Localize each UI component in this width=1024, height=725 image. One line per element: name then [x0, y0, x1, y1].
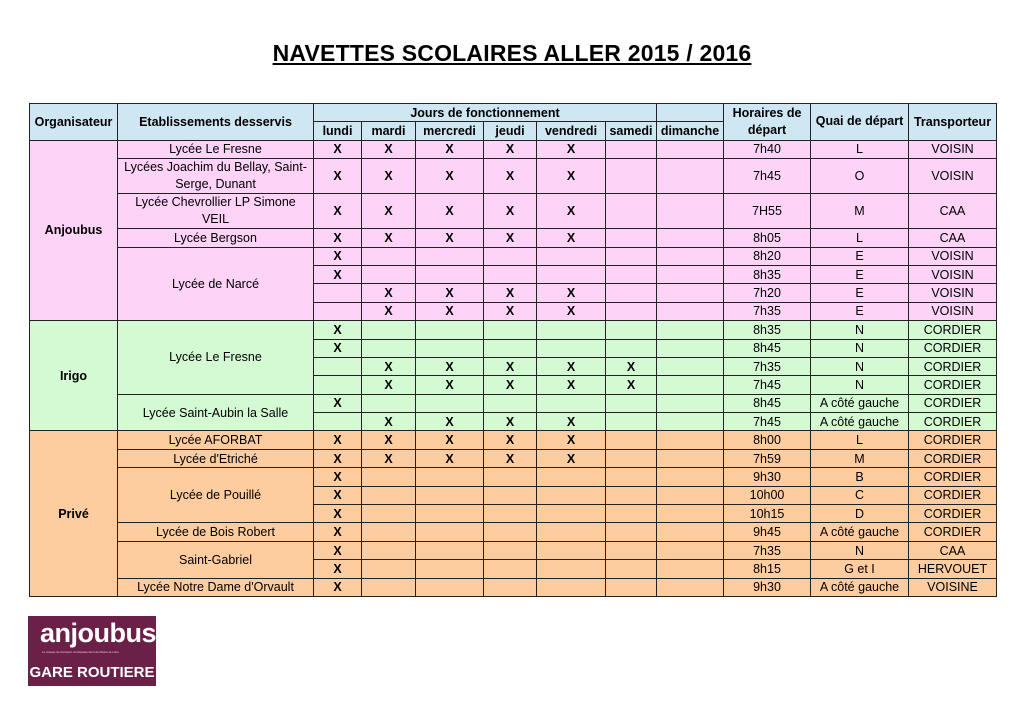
time-cell: 9h30 — [724, 468, 811, 486]
day-cell: X — [484, 449, 537, 467]
day-cell — [606, 265, 657, 283]
quai-cell: A côté gauche — [811, 578, 909, 596]
day-cell — [606, 413, 657, 431]
day-cell — [484, 541, 537, 559]
day-cell — [362, 486, 416, 504]
day-cell — [362, 468, 416, 486]
time-cell: 7h35 — [724, 302, 811, 320]
day-cell — [416, 578, 484, 596]
day-cell — [657, 486, 724, 504]
table-row — [30, 431, 997, 449]
time-cell: 7h35 — [724, 541, 811, 559]
day-cell — [657, 449, 724, 467]
day-cell: X — [314, 449, 362, 467]
quai-cell: L — [811, 140, 909, 158]
quai-cell: L — [811, 229, 909, 247]
day-cell — [657, 578, 724, 596]
day-cell: X — [416, 159, 484, 194]
day-cell: X — [537, 229, 606, 247]
day-cell — [362, 247, 416, 265]
day-cell — [606, 284, 657, 302]
quai-cell: E — [811, 265, 909, 283]
school-cell: Lycée Saint-Aubin la Salle — [118, 394, 314, 431]
day-cell — [537, 321, 606, 339]
day-cell — [606, 321, 657, 339]
day-cell — [537, 486, 606, 504]
day-cell — [416, 321, 484, 339]
day-cell: X — [416, 413, 484, 431]
day-cell: X — [416, 431, 484, 449]
time-cell: 8h35 — [724, 265, 811, 283]
day-cell — [606, 560, 657, 578]
day-cell: X — [537, 159, 606, 194]
transporteur-cell: CORDIER — [909, 431, 997, 449]
day-cell: X — [314, 247, 362, 265]
day-cell — [362, 541, 416, 559]
day-cell — [657, 265, 724, 283]
day-cell — [362, 505, 416, 523]
school-cell: Lycée Notre Dame d'Orvault — [118, 578, 314, 596]
day-cell — [537, 578, 606, 596]
day-cell — [362, 560, 416, 578]
header-jours: Jours de fonctionnement — [314, 104, 657, 122]
day-cell — [657, 339, 724, 357]
transporteur-cell: CORDIER — [909, 523, 997, 541]
school-cell: Lycée AFORBAT — [118, 431, 314, 449]
time-cell: 7h45 — [724, 376, 811, 394]
day-cell — [657, 321, 724, 339]
transporteur-cell: VOISIN — [909, 140, 997, 158]
transporteur-cell: VOISIN — [909, 265, 997, 283]
day-cell — [657, 194, 724, 229]
day-cell: X — [606, 357, 657, 375]
transporteur-cell: VOISINE — [909, 578, 997, 596]
time-cell: 10h15 — [724, 505, 811, 523]
day-cell — [657, 431, 724, 449]
day-cell — [416, 486, 484, 504]
day-cell — [657, 376, 724, 394]
day-cell — [416, 523, 484, 541]
day-cell: X — [416, 449, 484, 467]
day-cell: X — [362, 449, 416, 467]
day-cell — [484, 321, 537, 339]
day-cell — [484, 560, 537, 578]
table-body — [30, 140, 997, 596]
day-cell: X — [314, 505, 362, 523]
transporteur-cell: CORDIER — [909, 449, 997, 467]
transporteur-cell: CORDIER — [909, 468, 997, 486]
day-cell — [606, 449, 657, 467]
time-cell: 9h45 — [724, 523, 811, 541]
quai-cell: N — [811, 357, 909, 375]
day-cell — [484, 265, 537, 283]
day-cell — [606, 159, 657, 194]
time-cell: 7h40 — [724, 140, 811, 158]
transporteur-cell: CAA — [909, 194, 997, 229]
day-cell — [416, 394, 484, 412]
time-cell: 7h59 — [724, 449, 811, 467]
day-cell: X — [314, 431, 362, 449]
day-cell: X — [416, 357, 484, 375]
day-cell: X — [606, 376, 657, 394]
header-day-mardi: mardi — [362, 122, 416, 140]
day-cell: X — [314, 265, 362, 283]
day-cell — [416, 265, 484, 283]
day-cell: X — [314, 394, 362, 412]
page-title: NAVETTES SCOLAIRES ALLER 2015 / 2016 — [272, 40, 752, 66]
school-cell: Lycée de Bois Robert — [118, 523, 314, 541]
day-cell: X — [314, 560, 362, 578]
day-cell — [484, 486, 537, 504]
day-cell — [314, 284, 362, 302]
day-cell: X — [537, 357, 606, 375]
table-row — [30, 449, 997, 467]
day-cell — [537, 339, 606, 357]
day-cell: X — [416, 284, 484, 302]
header-etablissements: Etablissements desservis — [118, 104, 314, 141]
quai-cell: N — [811, 321, 909, 339]
quai-cell: N — [811, 376, 909, 394]
time-cell: 8h00 — [724, 431, 811, 449]
day-cell — [362, 265, 416, 283]
day-cell — [484, 468, 537, 486]
day-cell — [484, 394, 537, 412]
anjoubus-logo — [28, 616, 156, 686]
quai-cell: A côté gauche — [811, 413, 909, 431]
day-cell: X — [314, 159, 362, 194]
day-cell: X — [537, 413, 606, 431]
day-cell — [606, 247, 657, 265]
table-row — [30, 321, 997, 339]
transporteur-cell: CORDIER — [909, 394, 997, 412]
day-cell — [657, 159, 724, 194]
day-cell — [416, 247, 484, 265]
school-cell: Lycée de Pouillé — [118, 468, 314, 523]
day-cell: X — [484, 194, 537, 229]
table-row — [30, 523, 997, 541]
time-cell: 7h20 — [724, 284, 811, 302]
day-cell — [606, 541, 657, 559]
day-cell: X — [537, 431, 606, 449]
quai-cell: M — [811, 194, 909, 229]
day-cell: X — [314, 229, 362, 247]
quai-cell: L — [811, 431, 909, 449]
day-cell: X — [484, 229, 537, 247]
day-cell: X — [362, 376, 416, 394]
day-cell: X — [416, 376, 484, 394]
table-row — [30, 194, 997, 229]
day-cell: X — [362, 357, 416, 375]
day-cell — [606, 468, 657, 486]
table-row — [30, 229, 997, 247]
day-cell — [362, 578, 416, 596]
day-cell — [416, 339, 484, 357]
quai-cell: M — [811, 449, 909, 467]
day-cell — [606, 431, 657, 449]
day-cell — [416, 505, 484, 523]
header-day-samedi: samedi — [606, 122, 657, 140]
transporteur-cell: CORDIER — [909, 321, 997, 339]
day-cell — [657, 394, 724, 412]
day-cell: X — [314, 486, 362, 504]
day-cell — [537, 247, 606, 265]
school-cell: Lycée Le Fresne — [118, 140, 314, 158]
transporteur-cell: CORDIER — [909, 339, 997, 357]
transporteur-cell: CORDIER — [909, 376, 997, 394]
time-cell: 7h45 — [724, 413, 811, 431]
day-cell — [606, 194, 657, 229]
time-cell: 7H55 — [724, 194, 811, 229]
transporteur-cell: HERVOUET — [909, 560, 997, 578]
transporteur-cell: CORDIER — [909, 413, 997, 431]
day-cell: X — [416, 140, 484, 158]
day-cell — [606, 140, 657, 158]
day-cell: X — [537, 449, 606, 467]
school-cell: Lycée Bergson — [118, 229, 314, 247]
day-cell — [537, 560, 606, 578]
day-cell: X — [484, 431, 537, 449]
quai-cell: B — [811, 468, 909, 486]
day-cell — [657, 302, 724, 320]
day-cell: X — [314, 578, 362, 596]
transporteur-cell: CAA — [909, 541, 997, 559]
day-cell — [314, 357, 362, 375]
day-cell — [657, 357, 724, 375]
day-cell: X — [362, 229, 416, 247]
quai-cell: A côté gauche — [811, 523, 909, 541]
day-cell: X — [362, 159, 416, 194]
day-cell — [606, 505, 657, 523]
quai-cell: N — [811, 339, 909, 357]
header-day-mercredi: mercredi — [416, 122, 484, 140]
day-cell: X — [362, 284, 416, 302]
school-cell: Lycées Joachim du Bellay, Saint-Serge, Dunant — [118, 159, 314, 194]
day-cell — [537, 265, 606, 283]
header-organisateur: Organisateur — [30, 104, 118, 141]
quai-cell: A côté gauche — [811, 394, 909, 412]
day-cell — [484, 523, 537, 541]
time-cell: 8h35 — [724, 321, 811, 339]
day-cell — [606, 486, 657, 504]
day-cell — [606, 229, 657, 247]
day-cell: X — [314, 194, 362, 229]
day-cell: X — [484, 159, 537, 194]
day-cell: X — [314, 140, 362, 158]
school-cell: Saint-Gabriel — [118, 541, 314, 578]
transporteur-cell: VOISIN — [909, 159, 997, 194]
quai-cell: E — [811, 302, 909, 320]
day-cell: X — [362, 302, 416, 320]
time-cell: 8h45 — [724, 339, 811, 357]
schedule-table — [29, 103, 997, 597]
transporteur-cell: CAA — [909, 229, 997, 247]
header-day-jeudi: jeudi — [484, 122, 537, 140]
table-header — [30, 104, 997, 141]
day-cell — [606, 302, 657, 320]
day-cell — [657, 560, 724, 578]
day-cell: X — [537, 194, 606, 229]
day-cell — [362, 394, 416, 412]
day-cell — [416, 541, 484, 559]
day-cell — [362, 321, 416, 339]
transporteur-cell: VOISIN — [909, 284, 997, 302]
school-cell: Lycée Le Fresne — [118, 321, 314, 395]
organisateur-cell: Irigo — [30, 321, 118, 431]
school-cell: Lycée Chevrollier LP Simone VEIL — [118, 194, 314, 229]
header-quai: Quai de départ — [811, 104, 909, 141]
day-cell — [657, 247, 724, 265]
day-cell: X — [416, 194, 484, 229]
day-cell: X — [314, 339, 362, 357]
transporteur-cell: VOISIN — [909, 302, 997, 320]
day-cell — [657, 541, 724, 559]
table-row — [30, 247, 997, 265]
quai-cell: N — [811, 541, 909, 559]
day-cell: X — [314, 468, 362, 486]
day-cell: X — [362, 431, 416, 449]
day-cell — [537, 505, 606, 523]
day-cell — [416, 560, 484, 578]
transporteur-cell: CORDIER — [909, 357, 997, 375]
logo-brand: anjoubus — [40, 618, 156, 648]
day-cell — [484, 339, 537, 357]
day-cell: X — [537, 376, 606, 394]
day-cell — [362, 339, 416, 357]
day-cell — [657, 413, 724, 431]
day-cell — [537, 541, 606, 559]
time-cell: 8h20 — [724, 247, 811, 265]
day-cell: X — [484, 376, 537, 394]
quai-cell: E — [811, 247, 909, 265]
transporteur-cell: CORDIER — [909, 486, 997, 504]
school-cell: Lycée de Narcé — [118, 247, 314, 321]
time-cell: 8h05 — [724, 229, 811, 247]
day-cell: X — [362, 413, 416, 431]
quai-cell: D — [811, 505, 909, 523]
day-cell: X — [484, 284, 537, 302]
quai-cell: O — [811, 159, 909, 194]
day-cell: X — [362, 194, 416, 229]
day-cell: X — [484, 302, 537, 320]
transporteur-cell: VOISIN — [909, 247, 997, 265]
transporteur-cell: CORDIER — [909, 505, 997, 523]
table-row — [30, 578, 997, 596]
logo-tagline: Le réseau de transport du Département de Maine-et-Loire — [42, 650, 119, 654]
day-cell — [657, 505, 724, 523]
day-cell: X — [314, 541, 362, 559]
day-cell: X — [484, 140, 537, 158]
time-cell: 7h45 — [724, 159, 811, 194]
day-cell — [484, 505, 537, 523]
day-cell: X — [416, 302, 484, 320]
time-cell: 10h00 — [724, 486, 811, 504]
day-cell: X — [484, 357, 537, 375]
table-row — [30, 159, 997, 194]
table-row — [30, 140, 997, 158]
day-cell — [484, 578, 537, 596]
day-cell — [606, 578, 657, 596]
day-cell: X — [314, 523, 362, 541]
time-cell: 8h45 — [724, 394, 811, 412]
day-cell — [606, 339, 657, 357]
day-cell: X — [537, 284, 606, 302]
day-cell: X — [314, 321, 362, 339]
table-row — [30, 541, 997, 559]
day-cell — [314, 413, 362, 431]
time-cell: 8h15 — [724, 560, 811, 578]
day-cell: X — [416, 229, 484, 247]
day-cell — [537, 468, 606, 486]
day-cell — [657, 140, 724, 158]
table-row — [30, 468, 997, 486]
day-cell — [537, 523, 606, 541]
time-cell: 9h30 — [724, 578, 811, 596]
logo-subtitle: GARE ROUTIERE — [29, 664, 155, 681]
school-cell: Lycée d'Etriché — [118, 449, 314, 467]
day-cell — [657, 284, 724, 302]
day-cell — [537, 394, 606, 412]
time-cell: 7h35 — [724, 357, 811, 375]
header-blank — [657, 104, 724, 122]
header-day-lundi: lundi — [314, 122, 362, 140]
day-cell — [362, 523, 416, 541]
day-cell — [314, 376, 362, 394]
header-horaires: Horaires de départ — [724, 104, 811, 141]
quai-cell: G et I — [811, 560, 909, 578]
header-transporteur: Transporteur — [909, 104, 997, 141]
day-cell: X — [484, 413, 537, 431]
day-cell — [657, 523, 724, 541]
day-cell: X — [362, 140, 416, 158]
header-day-dimanche: dimanche — [657, 122, 724, 140]
table-row — [30, 394, 997, 412]
day-cell — [314, 302, 362, 320]
organisateur-cell: Anjoubus — [30, 140, 118, 320]
day-cell — [416, 468, 484, 486]
quai-cell: E — [811, 284, 909, 302]
day-cell — [657, 468, 724, 486]
day-cell — [606, 394, 657, 412]
day-cell — [606, 523, 657, 541]
header-day-vendredi: vendredi — [537, 122, 606, 140]
day-cell — [484, 247, 537, 265]
quai-cell: C — [811, 486, 909, 504]
day-cell: X — [537, 140, 606, 158]
organisateur-cell: Privé — [30, 431, 118, 597]
day-cell — [657, 229, 724, 247]
day-cell: X — [537, 302, 606, 320]
